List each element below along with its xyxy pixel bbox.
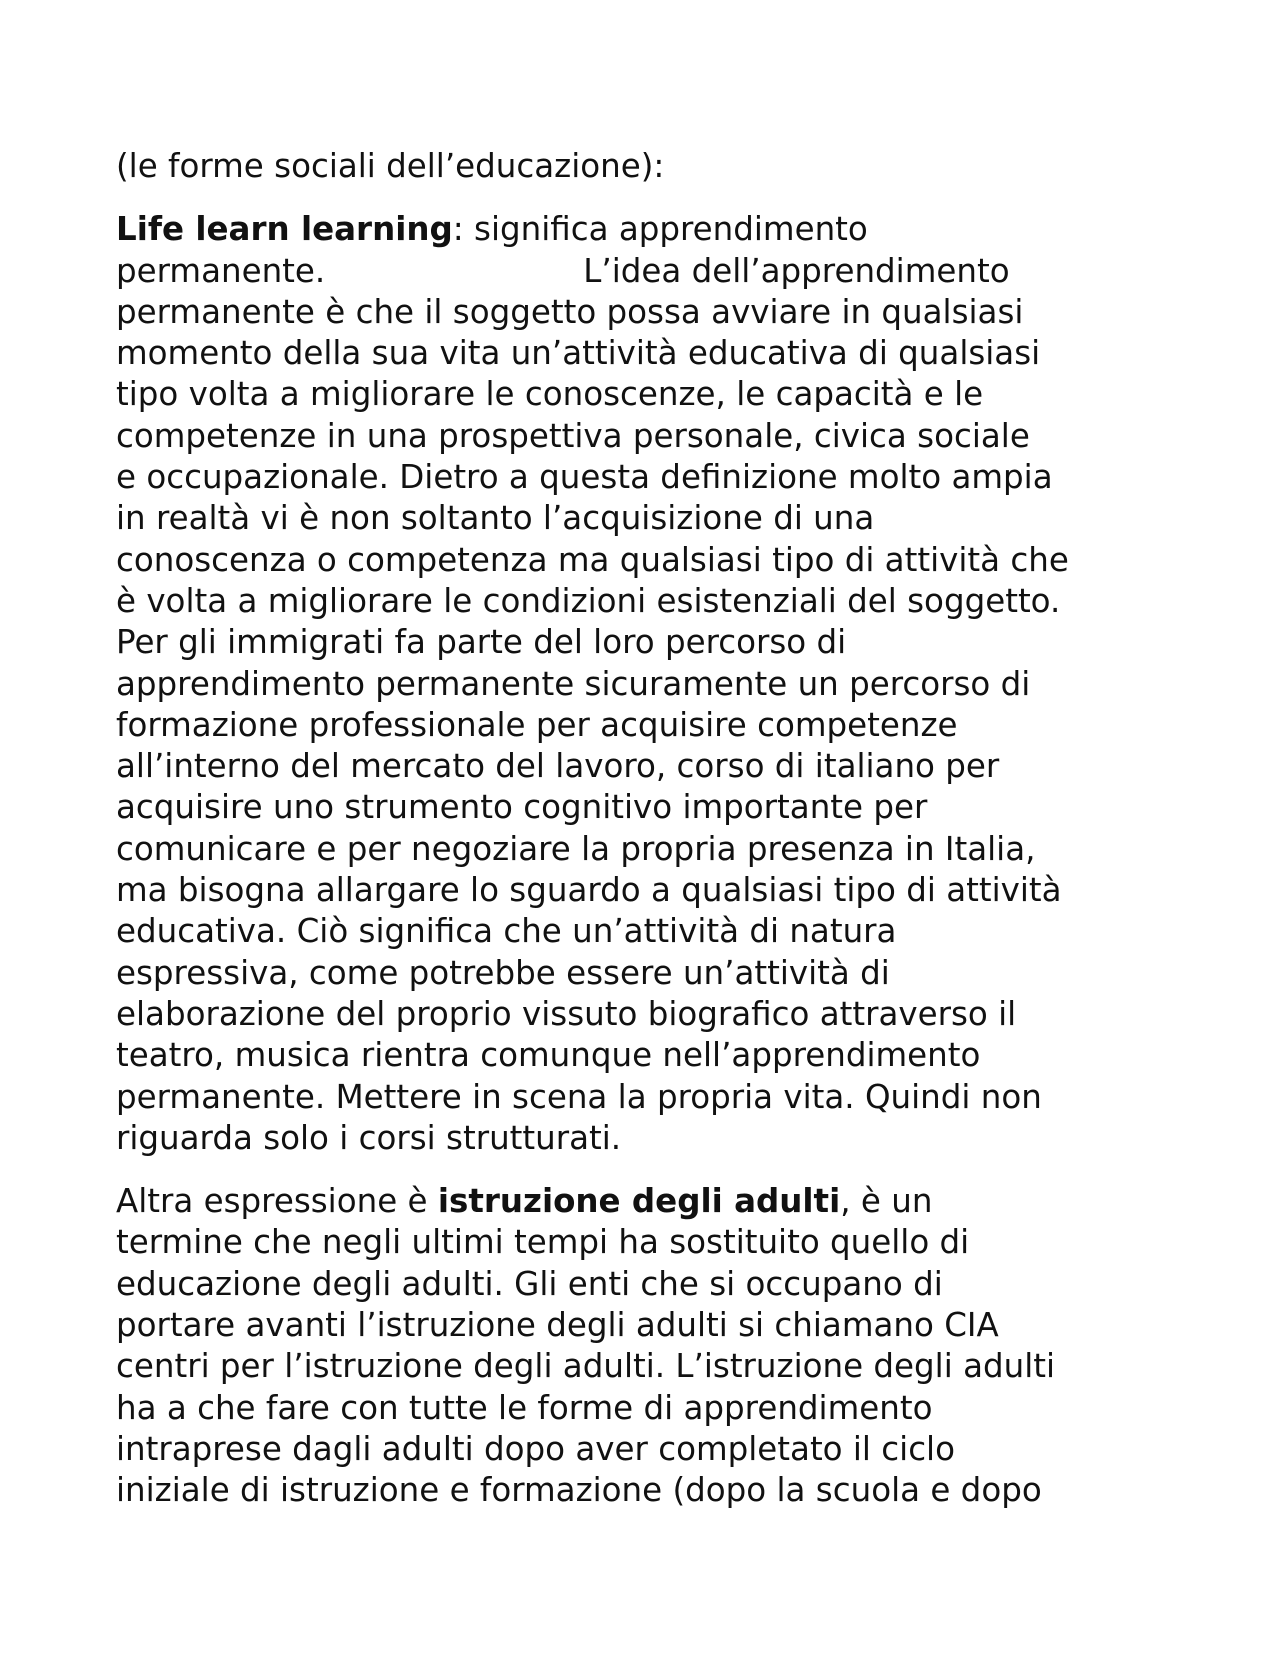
document-page: [116, 146, 1196, 1512]
term-istruzione-degli-adulti: istruzione degli adulti: [437, 1182, 841, 1221]
text-line: ma bisogna allargare lo sguardo a qualsiasi tipo di attività: [116, 871, 1062, 910]
paragraph-first-line: [116, 1181, 1196, 1222]
text-line: termine che negli ultimi tempi ha sostituito quello di: [116, 1223, 970, 1262]
paragraph-first-line-rest: , è un: [840, 1182, 933, 1221]
text-line: competenze in una prospettiva personale, civica sociale: [116, 416, 1030, 455]
text-line: educazione degli adulti. Gli enti che si occupano di: [116, 1264, 943, 1303]
text-line: educativa. Ciò significa che un’attività di natura: [116, 912, 897, 951]
text-line: e occupazionale. Dietro a questa definizione molto ampia: [116, 458, 1053, 497]
text-line: Per gli immigrati fa parte del loro percorso di: [116, 623, 847, 662]
paragraph-prefix: Altra espressione è: [116, 1182, 438, 1221]
text-line: permanente è che il soggetto possa avviare in qualsiasi: [116, 292, 1024, 331]
text-line: riguarda solo i corsi strutturati.: [116, 1118, 622, 1157]
second-line-left: permanente.: [116, 251, 326, 290]
text-line: intraprese dagli adulti dopo aver completato il ciclo: [116, 1429, 955, 1468]
paragraph-second-line: [116, 251, 1196, 292]
paragraph-first-line: [116, 209, 1196, 250]
text-line: conoscenza o competenza ma qualsiasi tipo di attività che: [116, 540, 1069, 579]
text-line: acquisire uno strumento cognitivo importante per: [116, 788, 928, 827]
text-line: formazione professionale per acquisire competenze: [116, 705, 958, 744]
text-line: all’interno del mercato del lavoro, corso di italiano per: [116, 747, 1000, 786]
text-line: è volta a migliorare le condizioni esistenziali del soggetto.: [116, 581, 1061, 620]
text-line: comunicare e per negoziare la propria presenza in Italia,: [116, 829, 1036, 868]
text-line: ha a che fare con tutte le forme di apprendimento: [116, 1388, 933, 1427]
paragraph-first-line-rest: : significa apprendimento: [452, 210, 868, 249]
text-line: in realtà vi è non soltanto l’acquisizione di una: [116, 499, 875, 538]
paragraph-life-learning: [116, 209, 1196, 1159]
second-line-right: L’idea dell’apprendimento: [583, 251, 1010, 290]
text-line: momento della sua vita un’attività educativa di qualsiasi: [116, 334, 1041, 373]
text-line: teatro, musica rientra comunque nell’apprendimento: [116, 1036, 981, 1075]
text-line: espressiva, come potrebbe essere un’attività di: [116, 953, 890, 992]
intro-text: (le forme sociali dell’educazione):: [116, 147, 665, 185]
text-line: elaborazione del proprio vissuto biografico attraverso il: [116, 994, 1017, 1033]
intro-line: [116, 146, 1196, 187]
text-line: portare avanti l’istruzione degli adulti si chiamano CIA: [116, 1306, 999, 1345]
term-life-learn-learning: Life learn learning: [116, 210, 453, 249]
paragraph-istruzione-adulti: [116, 1181, 1196, 1511]
text-line: apprendimento permanente sicuramente un percorso di: [116, 664, 1031, 703]
text-line: permanente. Mettere in scena la propria vita. Quindi non: [116, 1077, 1042, 1116]
text-line: iniziale di istruzione e formazione (dopo la scuola e dopo: [116, 1471, 1042, 1510]
text-line: tipo volta a migliorare le conoscenze, le capacità e le: [116, 375, 984, 414]
text-line: centri per l’istruzione degli adulti. L’istruzione degli adulti: [116, 1347, 1056, 1386]
